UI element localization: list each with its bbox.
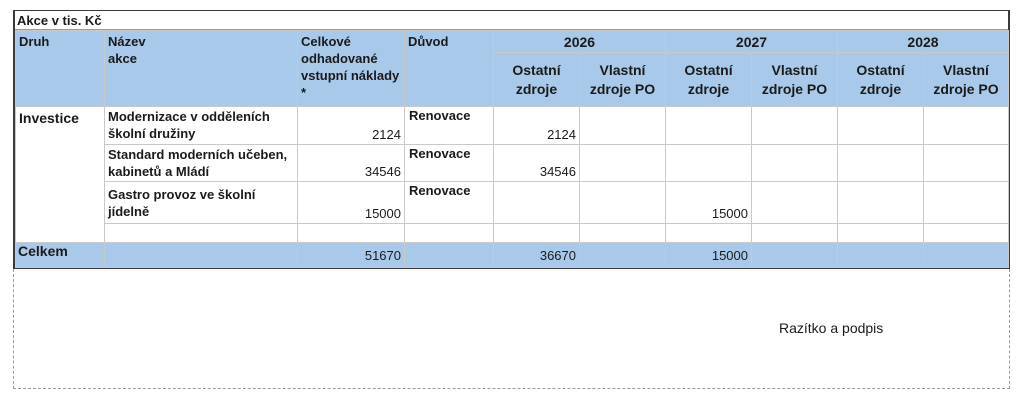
cell-nazev: Standard moderních učeben, kabinetů a Mládí (105, 145, 298, 182)
page-title: Akce v tis. Kč (15, 11, 1008, 30)
table-row (16, 107, 1009, 145)
cell-empty (105, 224, 298, 243)
total-row (16, 243, 1009, 268)
total-naklady: 51670 (298, 243, 405, 268)
cell-empty (752, 224, 838, 243)
cell-2026-ostatni: 34546 (494, 145, 580, 182)
total-cell-empty (405, 243, 494, 268)
total-cell-empty (105, 243, 298, 268)
cell-nazev-text: Gastro provoz ve školní jídelně (108, 187, 256, 219)
total-2026-ostatni: 36670 (494, 243, 580, 268)
cell-2026-ostatni (494, 182, 580, 224)
cell-2026-ostatni: 2124 (494, 107, 580, 145)
cell-2026-vlastni (580, 107, 666, 145)
cell-empty (494, 224, 580, 243)
cell-2028-ostatni (838, 107, 924, 145)
col-header-naklady: Celkové odhadované vstupní náklady * (298, 31, 405, 107)
cell-nazev (105, 182, 298, 224)
subheader-vlastni: Vlastní zdroje PO (752, 53, 838, 107)
cell-naklady: 15000 (298, 182, 405, 224)
cell-empty (580, 224, 666, 243)
cell-2027-ostatni (666, 107, 752, 145)
cell-2028-vlastni (924, 182, 1009, 224)
cell-duvod: Renovace (405, 107, 494, 145)
subheader-vlastni: Vlastní zdroje PO (924, 53, 1009, 107)
cell-naklady: 34546 (298, 145, 405, 182)
col-header-duvod: Důvod (405, 31, 494, 107)
cell-2028-ostatni (838, 182, 924, 224)
cell-2028-vlastni (924, 145, 1009, 182)
cell-2026-vlastni (580, 182, 666, 224)
year-header-2026: 2026 (494, 31, 666, 53)
cell-2027-vlastni (752, 107, 838, 145)
cell-2028-ostatni (838, 145, 924, 182)
subheader-ostatni: Ostatní zdroje (838, 53, 924, 107)
cell-empty (838, 224, 924, 243)
cell-duvod: Renovace (405, 145, 494, 182)
total-cell-empty (752, 243, 838, 268)
cell-empty (924, 224, 1009, 243)
cell-naklady: 2124 (298, 107, 405, 145)
col-header-druh: Druh (16, 31, 105, 107)
cell-druh: Investice (16, 107, 105, 243)
cell-2027-ostatni (666, 145, 752, 182)
col-header-nazev-text: Název akce (108, 34, 146, 66)
cell-duvod: Renovace (405, 182, 494, 224)
cell-empty (405, 224, 494, 243)
col-header-nazev (105, 31, 298, 107)
year-header-2028: 2028 (838, 31, 1009, 53)
cell-2028-vlastni (924, 107, 1009, 145)
stamp-label: Razítko a podpis (779, 320, 884, 336)
cell-2026-vlastni (580, 145, 666, 182)
cell-2027-ostatni: 15000 (666, 182, 752, 224)
cell-empty (666, 224, 752, 243)
subheader-ostatni: Ostatní zdroje (494, 53, 580, 107)
table-row (16, 182, 1009, 224)
table-row (16, 145, 1009, 182)
subheader-vlastni: Vlastní zdroje PO (580, 53, 666, 107)
cell-2027-vlastni (752, 145, 838, 182)
total-cell-empty (924, 243, 1009, 268)
cell-nazev: Modernizace v odděleních školní družiny (105, 107, 298, 145)
total-label: Celkem (16, 243, 105, 268)
header-row-years (16, 31, 1009, 53)
total-2027-ostatni: 15000 (666, 243, 752, 268)
year-header-2027: 2027 (666, 31, 838, 53)
cell-empty (298, 224, 405, 243)
budget-table (15, 30, 1009, 268)
cell-2027-vlastni (752, 182, 838, 224)
total-cell-empty (580, 243, 666, 268)
subheader-ostatni: Ostatní zdroje (666, 53, 752, 107)
table-row-empty (16, 224, 1009, 243)
total-cell-empty (838, 243, 924, 268)
